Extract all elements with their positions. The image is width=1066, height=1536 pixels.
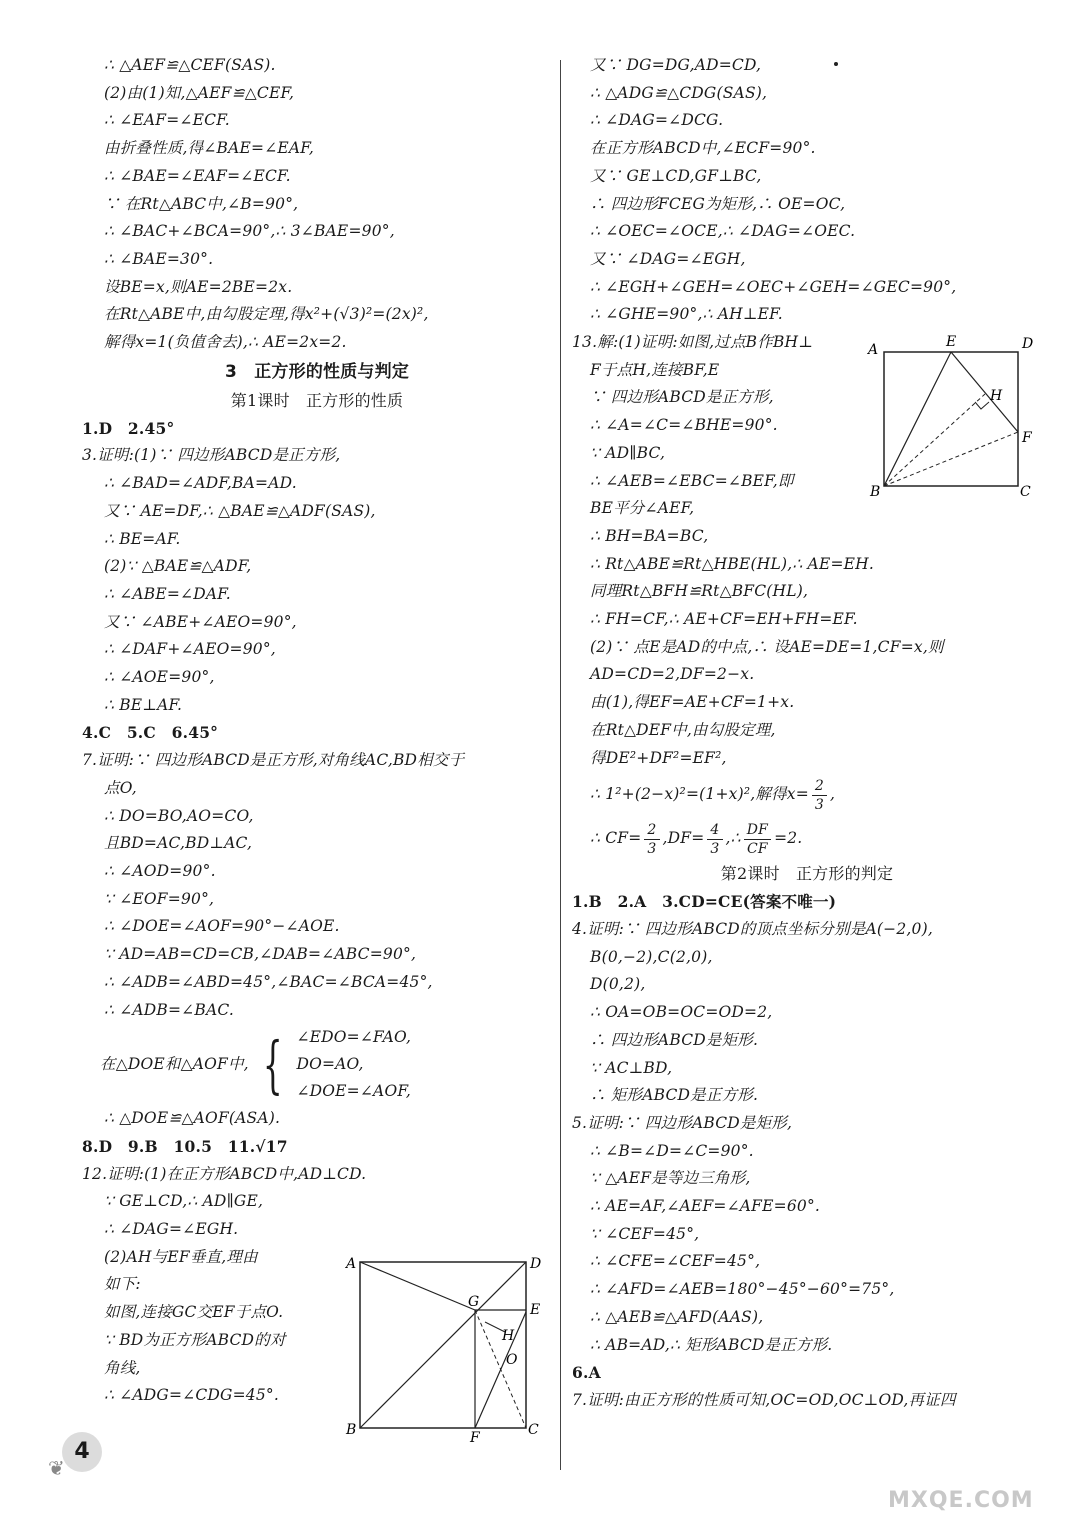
fig13-label-D: D: [1022, 336, 1034, 352]
leaf-icon: ❦: [48, 1456, 65, 1480]
text-line: ∴ ∠BAE=∠EAF=∠ECF.: [104, 166, 291, 185]
brace-symbol: {: [262, 1027, 283, 1101]
numerator: DF: [744, 821, 771, 840]
text-line: ∴ AB=AD,∴ 矩形ABCD是正方形.: [590, 1335, 833, 1354]
fig12-label-A: A: [346, 1256, 357, 1272]
text-line: 又∵ AE=DF,∴ △BAE≌△ADF(SAS),: [104, 501, 376, 520]
fig12-label-H: H: [502, 1328, 515, 1344]
text-line: 5.证明:∵ 四边形ABCD是矩形,: [572, 1113, 793, 1132]
fig13-label-E: E: [946, 334, 957, 350]
text-line: 解得x=1(负值舍去),∴ AE=2x=2.: [104, 333, 347, 352]
text-line: 又∵ ∠DAG=∠EGH,: [590, 249, 746, 268]
lesson-title: 第2课时 正方形的判定: [720, 864, 894, 884]
text-line: ∴ ∠DAG=∠DCG.: [590, 111, 724, 130]
text-line: ∵ GE⊥CD,∴ AD∥GE,: [104, 1192, 264, 1211]
text-line: ∴ ∠BAD=∠ADF,BA=AD.: [104, 474, 297, 493]
watermark: MXQE.COM: [888, 1488, 1034, 1513]
text-line: ∴ ∠AOE=90°,: [104, 668, 215, 687]
fraction-line-2: [572, 816, 1042, 860]
text-line: ∴ ∠ABE=∠DAF.: [104, 584, 231, 603]
text-line: ∴ ∠OEC=∠OCE,∴ ∠DAG=∠OEC.: [590, 222, 856, 241]
text-line: 设BE=x,则AE=2BE=2x.: [104, 277, 293, 296]
text-line: BE平分∠AEF,: [590, 499, 695, 518]
text-line: 由折叠性质,得∠BAE=∠EAF,: [104, 139, 314, 158]
text-line: ∴ ∠AFD=∠AEB=180°−45°−60°=75°,: [590, 1280, 895, 1299]
text-line: AD=CD=2,DF=2−x.: [590, 665, 755, 684]
text-line: 7.证明:由正方形的性质可知,OC=OD,OC⊥OD,再证四: [572, 1390, 956, 1409]
text-line: 角线,: [104, 1358, 141, 1377]
answer-line: 8.D 9.B 10.5 11.√17: [82, 1136, 288, 1156]
text-line: 又∵ DG=DG,AD=CD,: [590, 56, 762, 74]
left-column: [82, 52, 552, 1410]
text-line: 如图,连接GC交EF于点O.: [104, 1303, 284, 1322]
brace-row: DO=AO,: [296, 1055, 364, 1074]
fig12-label-O: O: [506, 1352, 518, 1368]
right-lines-b: [572, 860, 1042, 1414]
text-line: 得DE²+DF²=EF²,: [590, 748, 727, 767]
text-line: ∴ ∠DAF+∠AEO=90°,: [104, 640, 276, 659]
fraction: [744, 821, 771, 858]
text-line: ∴ ∠A=∠C=∠BHE=90°.: [590, 416, 778, 435]
answer-line: 6.A: [572, 1363, 601, 1383]
text-line: 7.证明:∵ 四边形ABCD是正方形,对角线AC,BD相交于: [82, 751, 465, 770]
fig12-label-G: G: [468, 1294, 480, 1310]
text-line: F于点H,连接BF,E: [590, 360, 720, 379]
text-line: ∴ AE=AF,∠AEF=∠AFE=60°.: [590, 1197, 821, 1216]
text-line: 又∵ GE⊥CD,GF⊥BC,: [590, 166, 762, 185]
fig13-label-C: C: [1020, 484, 1031, 500]
numerator: 4: [707, 821, 722, 840]
text-line: 如下:: [104, 1275, 141, 1294]
text-line: 又∵ ∠ABE+∠AEO=90°,: [104, 612, 297, 631]
fraction: [812, 777, 827, 814]
text-line: ∴ ∠AEB=∠EBC=∠BEF,即: [590, 471, 794, 490]
text-line: 由(1),得EF=AE+CF=1+x.: [590, 693, 795, 712]
denominator: CF: [746, 840, 768, 857]
denominator: 3: [710, 840, 720, 857]
text-line: 13.解:(1)证明:如图,过点B作BH⊥: [572, 333, 814, 352]
section-title: 3 正方形的性质与判定: [224, 361, 410, 382]
text-line: ∴ ∠BAE=30°.: [104, 249, 214, 268]
text-line: ∴ DO=BO,AO=CO,: [104, 806, 254, 825]
text-line: D(0,2),: [590, 975, 646, 994]
text-line: ∵ BD为正方形ABCD的对: [104, 1330, 286, 1349]
text-line: ∴ 四边形FCEG为矩形,∴ OE=OC,: [590, 194, 846, 213]
text-line: ∴ ∠ADB=∠BAC.: [104, 1000, 234, 1019]
text-line: ∵ ∠EOF=90°,: [104, 889, 215, 908]
answer-line: 1.D 2.45°: [82, 418, 175, 438]
answer-line: 4.C 5.C 6.45°: [82, 723, 219, 743]
text-line: ∴ ∠EAF=∠ECF.: [104, 111, 230, 130]
text-line: ∵ 在Rt△ABC中,∠B=90°,: [104, 194, 299, 213]
fig12-label-C: C: [528, 1422, 539, 1438]
frac1-pre: ∴ 1²+(2−x)²=(1+x)²,解得x=: [590, 785, 809, 804]
text-line: 12.证明:(1)在正方形ABCD中,AD⊥CD.: [82, 1164, 367, 1183]
text-line: ∴ ∠BAC+∠BCA=90°,∴ 3∠BAE=90°,: [104, 222, 395, 241]
frac1-post: ,: [830, 785, 836, 804]
text-line: ∴ Rt△ABE≌Rt△HBE(HL),∴ AE=EH.: [590, 554, 875, 573]
frac2-post: =2.: [774, 829, 803, 848]
text-line: (2)∵ △BAE≌△ADF,: [104, 557, 252, 576]
text-line: 3.证明:(1)∵ 四边形ABCD是正方形,: [82, 446, 341, 465]
fig13-label-H: H: [990, 388, 1003, 404]
fraction: [644, 821, 659, 858]
text-line: ∴ BE⊥AF.: [104, 695, 183, 714]
text-line: ∴ ∠AOD=90°.: [104, 861, 216, 880]
text-line: ∵ 四边形ABCD是正方形,: [590, 388, 774, 407]
text-line: ∴ △ADG≌△CDG(SAS),: [590, 83, 768, 102]
brace-rows: [296, 1024, 411, 1105]
text-line: ∵ AD=AB=CD=CB,∠DAB=∠ABC=90°,: [104, 945, 417, 964]
lesson-title: 第1课时 正方形的性质: [230, 390, 404, 410]
fig13-label-B: B: [870, 484, 881, 500]
text-line: ∴ 四边形ABCD是矩形.: [590, 1030, 759, 1049]
text-line: ∴ △DOE≌△AOF(ASA).: [104, 1109, 281, 1128]
text-line: 在Rt△DEF中,由勾股定理,: [590, 720, 776, 739]
text-line: ∴ BH=BA=BC,: [590, 526, 709, 545]
text-line: ∵ △AEF是等边三角形,: [590, 1169, 751, 1188]
fig13-label-A: A: [868, 342, 879, 358]
figure-13: [862, 332, 1042, 502]
text-line: 点O,: [104, 778, 137, 797]
text-line: (2)∵ 点E是AD的中点,∴ 设AE=DE=1,CF=x,则: [590, 637, 944, 656]
text-line: ∴ FH=CF,∴ AE+CF=EH+FH=EF.: [590, 610, 858, 629]
fig12-label-F: F: [470, 1430, 480, 1442]
text-line: ∴ ∠DOE=∠AOF=90°−∠AOE.: [104, 917, 340, 936]
text-line: ∴ ∠DAG=∠EGH.: [104, 1220, 239, 1239]
brace-row: ∠DOE=∠AOF,: [296, 1082, 412, 1101]
brace-row: ∠EDO=∠FAO,: [296, 1028, 412, 1047]
text-line: 在Rt△ABE中,由勾股定理,得x²+(√3)²=(2x)²,: [104, 305, 429, 324]
text-line: ∴ ∠EGH+∠GEH=∠OEC+∠GEH=∠GEC=90°,: [590, 277, 957, 296]
fig12-label-D: D: [530, 1256, 542, 1272]
denominator: 3: [647, 840, 657, 857]
fraction-line-1: [572, 772, 1042, 816]
text-line: ∴ ∠ADB=∠ABD=45°,∠BAC=∠BCA=45°,: [104, 972, 433, 991]
text-line: (2)由(1)知,△AEF≌△CEF,: [104, 83, 295, 102]
frac2-mid2: ,∴: [725, 829, 741, 848]
fig12-label-E: E: [530, 1302, 541, 1318]
figure-12: [340, 1252, 550, 1442]
text-line: ∴ ∠B=∠D=∠C=90°.: [590, 1141, 754, 1160]
text-line: (2)AH与EF垂直,理由: [104, 1247, 258, 1266]
numerator: 2: [644, 821, 659, 840]
denominator: 3: [814, 796, 824, 813]
text-line: ∴ △AEB≌△AFD(AAS),: [590, 1307, 764, 1326]
column-divider: [560, 60, 561, 1470]
text-line: ∴ △AEF≌△CEF(SAS).: [104, 56, 276, 74]
text-line: 且BD=AC,BD⊥AC,: [104, 834, 253, 853]
left-lines-a: [82, 52, 552, 1024]
frac2-pre: ∴ CF=: [590, 829, 642, 848]
text-line: ∴ 矩形ABCD是正方形.: [590, 1086, 759, 1105]
answer-line: 1.B 2.A 3.CD=CE(答案不唯一): [572, 892, 837, 912]
text-line: ∵ AD∥BC,: [590, 443, 666, 462]
right-column: [572, 52, 1042, 1415]
text-line: 在正方形ABCD中,∠ECF=90°.: [590, 139, 816, 158]
numerator: 2: [812, 777, 827, 796]
text-line: ∵ ∠CEF=45°,: [590, 1224, 700, 1243]
text-line: ∴ ∠CFE=∠CEF=45°,: [590, 1252, 761, 1271]
brace-label: 在△DOE和△AOF中,: [100, 1054, 249, 1073]
fraction: [707, 821, 722, 858]
fig12-label-B: B: [346, 1422, 357, 1438]
page-number: 4: [62, 1432, 102, 1472]
brace-block: [82, 1024, 552, 1105]
text-line: ∵ AC⊥BD,: [590, 1058, 673, 1077]
text-line: ∴ ∠GHE=90°,∴ AH⊥EF.: [590, 305, 783, 324]
text-line: 4.证明:∵ 四边形ABCD的顶点坐标分别是A(−2,0),: [572, 919, 933, 938]
fig13-label-F: F: [1022, 430, 1032, 446]
text-line: ∴ OA=OB=OC=OD=2,: [590, 1003, 773, 1022]
text-line: ∴ BE=AF.: [104, 529, 181, 548]
text-line: 同理Rt△BFH≌Rt△BFC(HL),: [590, 582, 809, 601]
text-line: B(0,−2),C(2,0),: [590, 947, 713, 966]
text-line: ∴ ∠ADG=∠CDG=45°.: [104, 1386, 280, 1405]
frac2-mid: ,DF=: [662, 829, 705, 848]
